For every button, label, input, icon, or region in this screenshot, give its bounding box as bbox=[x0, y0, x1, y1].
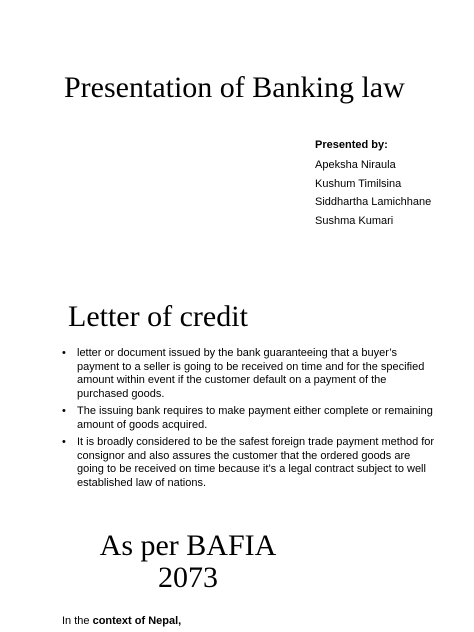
context-bold-text: context of Nepal bbox=[92, 615, 179, 627]
page-title: Presentation of Banking law bbox=[64, 71, 405, 104]
letter-of-credit-bullets bbox=[60, 347, 440, 494]
presenter-name: Siddhartha Lamichhane bbox=[315, 196, 432, 208]
bullet-item bbox=[60, 436, 440, 490]
presenter-name: Sushma Kumari bbox=[315, 214, 394, 227]
bullet-icon: • bbox=[62, 405, 66, 417]
presenters-block bbox=[315, 136, 431, 230]
context-line bbox=[62, 614, 181, 628]
bullet-text: The issuing bank requires to make payment either complete or remaining amount of goods acquired. bbox=[77, 405, 433, 431]
bafia-heading bbox=[84, 530, 292, 594]
presenter-list bbox=[315, 156, 431, 230]
presenter-name: Kushum Timilsina bbox=[315, 177, 402, 190]
bullet-item bbox=[60, 405, 440, 432]
context-suffix: , bbox=[178, 615, 182, 627]
bullet-text: letter or document issued by the bank guaranteeing that a buyer’s payment to a seller is going to be received on time and for the specified amount within event if the customer default on a payment of the purchased goods. bbox=[77, 347, 425, 400]
bullet-item bbox=[60, 347, 440, 401]
bullet-icon: • bbox=[62, 347, 66, 359]
presented-by-label: Presented by: bbox=[315, 139, 388, 151]
letter-of-credit-heading: Letter of credit bbox=[68, 300, 248, 333]
bafia-heading-line1: As per BAFIA bbox=[99, 529, 277, 562]
context-prefix: In the bbox=[62, 615, 93, 627]
bullet-icon: • bbox=[62, 436, 66, 448]
bullet-text: It is broadly considered to be the safest foreign trade payment method for consignor and also assures the customer that the ordered goods are going to be received on time because it’s a legal contract subject to well established law of nations. bbox=[77, 436, 435, 489]
bafia-heading-line2: 2073 bbox=[158, 561, 218, 594]
presenter-name: Apeksha Niraula bbox=[315, 159, 396, 171]
